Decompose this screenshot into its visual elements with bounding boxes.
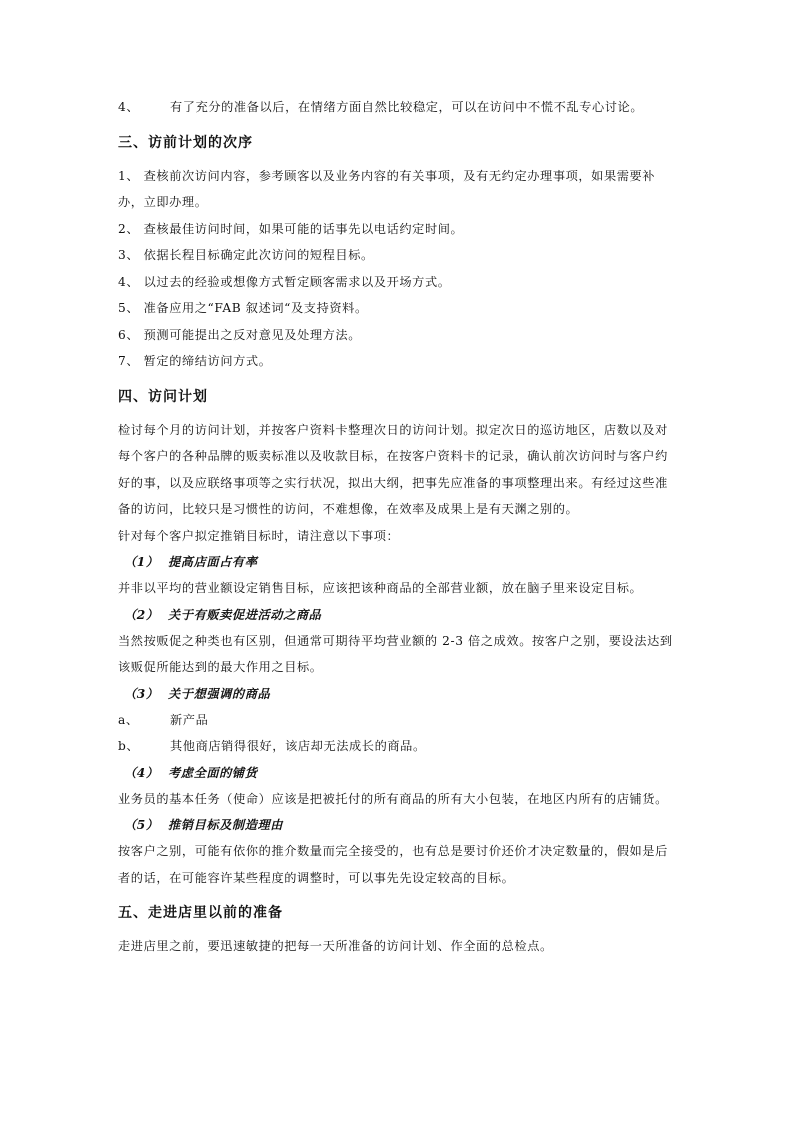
subheading-title: 提高店面占有率 [168,555,258,569]
subheading-number: （5） [124,818,159,832]
list-item: 5、 准备应用之“FAB 叙述词“及支持资料。 [118,301,368,315]
list-item: 1、 查核前次访问内容，参考顾客以及业务内容的有关事项，及有无约定办理事项，如果需要补办，立即办理。 [118,168,656,209]
subheading-title: 关于有贩卖促进活动之商品 [168,607,322,622]
list-label: b、 [118,739,140,753]
paragraph: 并非以平均的营业额设定销售目标，应该把该种商品的全部营业额，放在脑子里来设定目标。 [118,581,643,595]
list-item: 3、 依据长程目标确定此次访问的短程目标。 [118,248,374,262]
list-item-4-top [118,94,678,121]
section-heading-4: 四、访问计划 [118,388,208,405]
list-text: 新产品 [170,712,209,727]
subheading-number: （1） [124,555,159,569]
subheading-title: 推销目标及制造理由 [168,818,284,832]
subheading-1 [118,549,678,575]
subheading-title: 关于想强调的商品 [168,686,271,701]
subheading-2 [118,602,678,628]
paragraph: 当然按贩促之种类也有区别，但通常可期待平均营业额的 2-3 倍之成效。按客户之别，要设法达到该贩促所能达到的最大作用之目标。 [118,633,673,674]
subheading-number: （2） [124,607,159,622]
paragraph: 按客户之别，可能有依你的推介数量而完全接受的，也有总是要讨价还价才决定数量的，假如是后者的话，在可能容许某些程度的调整时，可以事先先设定较高的目标。 [118,844,668,885]
subheading-3 [118,681,678,707]
list-item-number: 4、 [118,100,140,114]
list-item-text: 有了充分的准备以后，在情绪方面自然比较稳定，可以在访问中不慌不乱专心讨论。 [170,100,644,114]
subheading-number: （4） [124,765,159,780]
subheading-title: 考虑全面的铺货 [168,765,258,780]
section-heading-3: 三、访前计划的次序 [118,134,253,151]
paragraph: 检讨每个月的访问计划，并按客户资料卡整理次日的访问计划。拟定次日的巡访地区，店数以及对每个客户的各种品牌的贩卖标准以及收款目标，在按客户资料卡的记录，确认前次访问时与客户约好的事，以及应联络事项等之实行状况，拟出大纲，把事先应准备的事项整理出来。有经过这些准备的访问，比较只是习惯性的访问，不难想像，在效率及成果上是有天渊之别的。 [118,422,668,516]
list-item: 4、 以过去的经验或想像方式暂定顾客需求以及开场方式。 [118,274,451,289]
paragraph: 针对每个客户拟定推销目标时，请注意以下事项： [118,528,400,543]
section-heading-5: 五、走进店里以前的准备 [118,905,283,921]
list-item: 6、 预测可能提出之反对意见及处理方法。 [118,327,362,342]
paragraph: 业务员的基本任务（使命）应该是把被托付的所有商品的所有大小包装，在地区内所有的店铺货。 [118,791,668,806]
list-item: 2、 查核最佳访问时间，如果可能的话事先以电话约定时间。 [118,221,464,236]
subheading-4 [118,760,678,786]
list-item-a [118,707,678,734]
list-item-b [118,733,678,760]
document-page [118,94,678,960]
subheading-5 [118,812,678,838]
subheading-number: （3） [124,686,159,701]
list-label: a、 [118,712,139,727]
list-text: 其他商店销得很好，该店却无法成长的商品。 [170,739,426,753]
paragraph: 走进店里之前，要迅速敏捷的把每一天所准备的访问计划、作全面的总检点。 [118,939,553,953]
list-item: 7、 暂定的缔结访问方式。 [118,354,272,368]
